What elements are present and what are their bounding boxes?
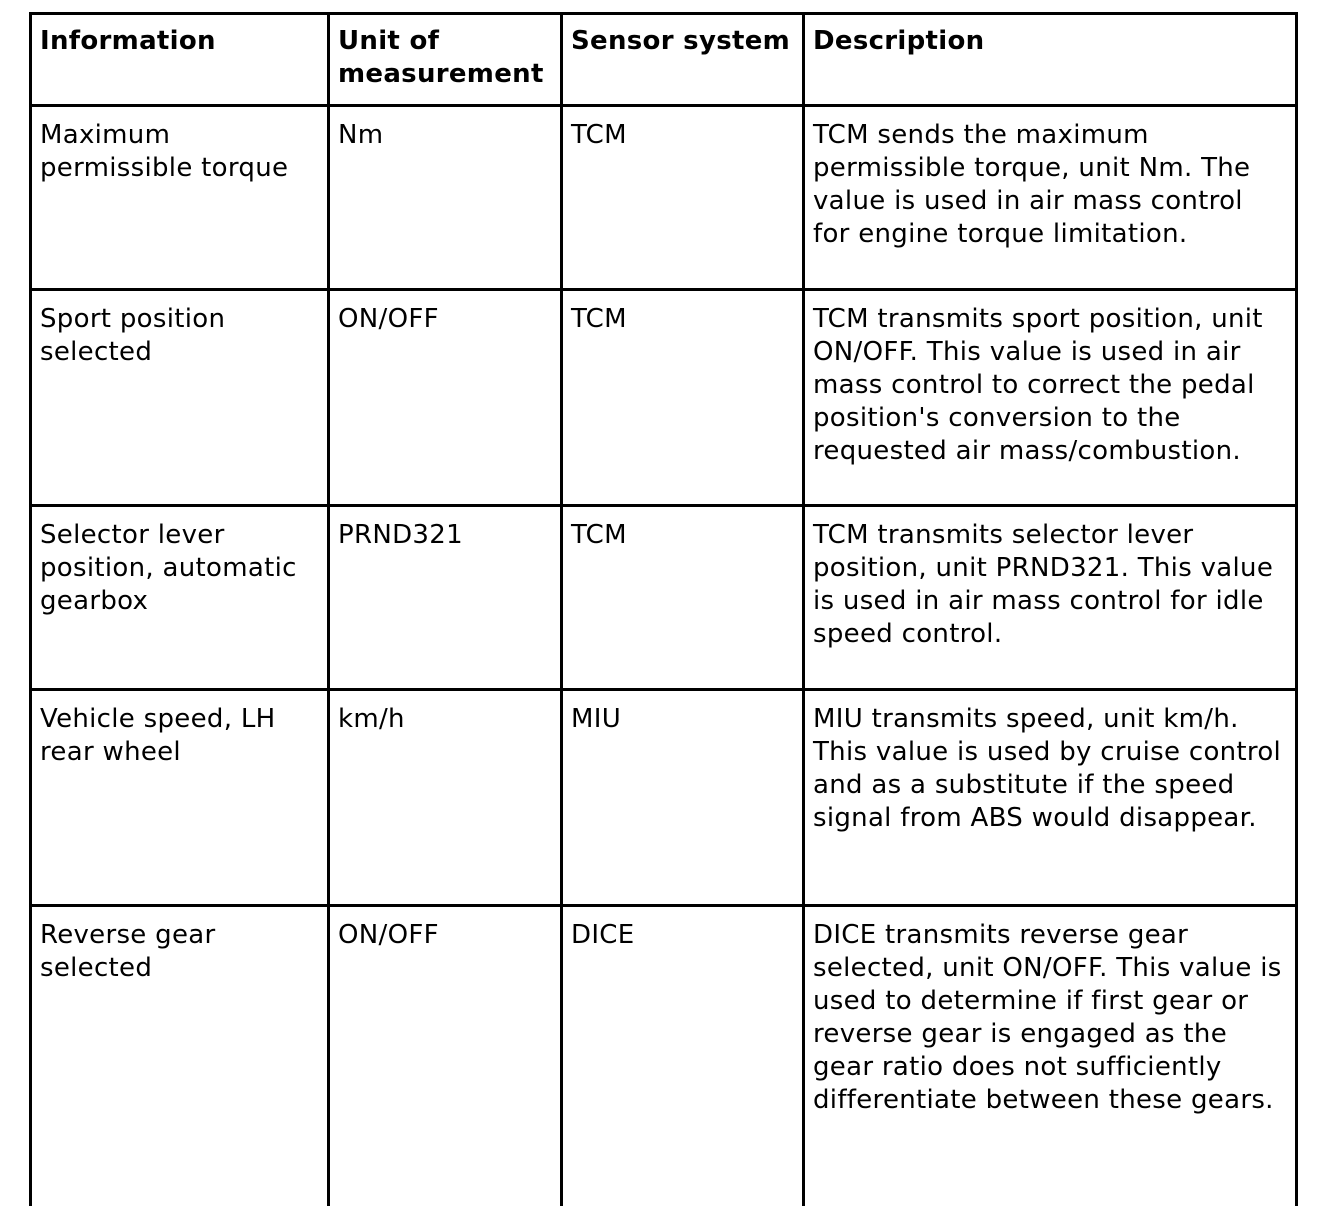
- header-sensor-system: Sensor system: [562, 14, 804, 106]
- cell-description: TCM transmits selector lever position, unit PRND321. This value is used in air mass control for idle speed control.: [804, 506, 1297, 690]
- cell-description: DICE transmits reverse gear selected, unit ON/OFF. This value is used to determine if first gear or reverse gear is engaged as the gear ratio does not sufficiently differentiate between these gears.: [804, 906, 1297, 1206]
- cell-description: MIU transmits speed, unit km/h. This value is used by cruise control and as a substitute if the speed signal from ABS would disappear.: [804, 690, 1297, 906]
- cell-information: Vehicle speed, LH rear wheel: [31, 690, 329, 906]
- cell-information: Reverse gear selected: [31, 906, 329, 1206]
- table-row: [31, 690, 1297, 906]
- signal-info-table: [29, 12, 1298, 1206]
- cell-unit: ON/OFF: [329, 906, 562, 1206]
- header-description: Description: [804, 14, 1297, 106]
- cell-sensor: TCM: [562, 106, 804, 290]
- cell-information: Selector lever position, automatic gearbox: [31, 506, 329, 690]
- cell-information: Maximum permissible torque: [31, 106, 329, 290]
- header-unit-of-measurement: Unit of measurement: [329, 14, 562, 106]
- cell-unit: Nm: [329, 106, 562, 290]
- table-row: [31, 506, 1297, 690]
- table-row: [31, 106, 1297, 290]
- cell-sensor: TCM: [562, 290, 804, 506]
- table-header-row: [31, 14, 1297, 106]
- cell-description: TCM sends the maximum permissible torque, unit Nm. The value is used in air mass control for engine torque limitation.: [804, 106, 1297, 290]
- cell-unit: PRND321: [329, 506, 562, 690]
- cell-information: Sport position selected: [31, 290, 329, 506]
- cell-sensor: DICE: [562, 906, 804, 1206]
- cell-description: TCM transmits sport position, unit ON/OFF. This value is used in air mass control to correct the pedal position's conversion to the requested air mass/combustion.: [804, 290, 1297, 506]
- cell-unit: ON/OFF: [329, 290, 562, 506]
- cell-sensor: MIU: [562, 690, 804, 906]
- table-row: [31, 290, 1297, 506]
- table-row: [31, 906, 1297, 1206]
- cell-sensor: TCM: [562, 506, 804, 690]
- cell-unit: km/h: [329, 690, 562, 906]
- header-information: Information: [31, 14, 329, 106]
